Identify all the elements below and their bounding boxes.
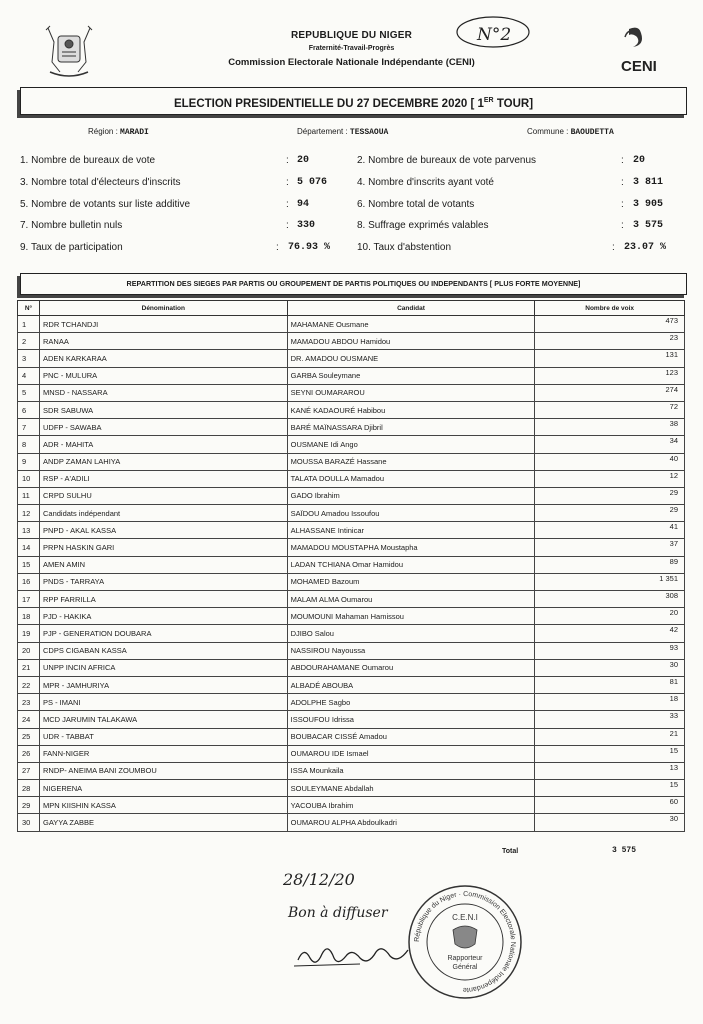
stat-colon: :: [276, 242, 279, 253]
row-candidate: MAMADOU ABDOU Hamidou: [287, 333, 535, 350]
row-party: FANN-NIGER: [39, 745, 287, 762]
row-candidate: BARÉ MAÏNASSARA Djibril: [287, 419, 535, 436]
row-party: Candidats indépendant: [39, 505, 287, 522]
departement-value: TESSAOUA: [349, 128, 389, 137]
row-number: 28: [18, 780, 40, 797]
row-number: 3: [18, 350, 40, 367]
row-number: 23: [18, 694, 40, 711]
row-votes: 131: [535, 350, 685, 367]
official-seal-icon: [405, 882, 525, 1002]
stat-colon: :: [286, 177, 289, 188]
row-number: 6: [18, 401, 40, 418]
row-votes: 123: [535, 367, 685, 384]
stat-colon: :: [612, 242, 615, 253]
row-votes: 33: [535, 711, 685, 728]
row-votes: 29: [535, 487, 685, 504]
table-row: [18, 316, 685, 333]
row-votes: 72: [535, 401, 685, 418]
table-row: [18, 797, 685, 814]
table-row: [18, 814, 685, 831]
total-label: Total: [502, 848, 519, 855]
row-candidate: MAMADOU MOUSTAPHA Moustapha: [287, 539, 535, 556]
row-votes: 30: [535, 814, 685, 831]
row-party: ADEN KARKARAA: [39, 350, 287, 367]
table-row: [18, 659, 685, 676]
row-candidate: ALHASSANE Intinicar: [287, 522, 535, 539]
row-party: SDR SABUWA: [39, 401, 287, 418]
table-row: [18, 676, 685, 693]
table-row: [18, 350, 685, 367]
row-number: 22: [18, 676, 40, 693]
row-candidate: LADAN TCHIANA Omar Hamidou: [287, 556, 535, 573]
row-number: 12: [18, 505, 40, 522]
row-votes: 21: [535, 728, 685, 745]
row-party: RANAA: [39, 333, 287, 350]
stat-colon: :: [286, 199, 289, 210]
ceni-logo: [615, 25, 675, 80]
table-row: [18, 780, 685, 797]
table-row: [18, 745, 685, 762]
row-party: CDPS CIGABAN KASSA: [39, 642, 287, 659]
row-candidate: GARBA Souleymane: [287, 367, 535, 384]
document-number-annotation: [453, 10, 533, 50]
stat-inscrits-ayant-vote-label: 4. Nombre d'inscrits ayant voté: [357, 177, 494, 188]
row-votes: 12: [535, 470, 685, 487]
row-votes: 15: [535, 745, 685, 762]
row-votes: 274: [535, 384, 685, 401]
row-number: 25: [18, 728, 40, 745]
departement-label: Département :: [297, 127, 350, 136]
seal-ring-text: République du Niger · Commission Electorale Nationale Indépendante: [413, 890, 517, 994]
col-header-number: N°: [18, 301, 40, 316]
election-title-text: ELECTION PRESIDENTIELLE DU 27 DECEMBRE 2020 [ 1: [173, 97, 484, 110]
table-row: [18, 573, 685, 590]
commune-label: Commune :: [527, 127, 571, 136]
row-number: 13: [18, 522, 40, 539]
row-candidate: MOUSSA BARAZÉ Hassane: [287, 453, 535, 470]
election-title-end: TOUR]: [493, 97, 534, 110]
commune: [527, 127, 614, 137]
total-value: 3 575: [612, 846, 637, 855]
region-value: MARADI: [120, 128, 149, 137]
departement: [297, 127, 388, 137]
row-number: 26: [18, 745, 40, 762]
seal-bottom-text-1: Rapporteur: [447, 955, 483, 962]
stat-colon: :: [621, 177, 624, 188]
election-title: [20, 87, 687, 115]
stat-bulletins-nuls-value: 330: [297, 220, 316, 231]
region-label: Région :: [88, 127, 121, 136]
row-votes: 1 351: [535, 573, 685, 590]
row-candidate: SAÏDOU Amadou Issoufou: [287, 505, 535, 522]
stat-colon: :: [621, 220, 624, 231]
row-number: 16: [18, 573, 40, 590]
row-party: UNPP INCIN AFRICA: [39, 659, 287, 676]
stat-electeurs-inscrits-label: 3. Nombre total d'électeurs d'inscrits: [20, 177, 181, 188]
row-number: 20: [18, 642, 40, 659]
row-party: PNPD - AKAL KASSA: [39, 522, 287, 539]
row-number: 21: [18, 659, 40, 676]
row-votes: 13: [535, 762, 685, 779]
table-row: [18, 539, 685, 556]
row-votes: 30: [535, 659, 685, 676]
row-candidate: NASSIROU Nayoussa: [287, 642, 535, 659]
seal-top-text: C.E.N.I: [452, 913, 478, 922]
row-party: PRPN HASKIN GARI: [39, 539, 287, 556]
table-row: [18, 487, 685, 504]
results-table: [17, 300, 685, 832]
table-row: [18, 453, 685, 470]
row-candidate: SEYNI OUMARAROU: [287, 384, 535, 401]
row-votes: 308: [535, 591, 685, 608]
table-row: [18, 505, 685, 522]
row-candidate: ISSA Mounkaila: [287, 762, 535, 779]
table-row: [18, 642, 685, 659]
row-candidate: KANÉ KADAOURÉ Habibou: [287, 401, 535, 418]
row-number: 2: [18, 333, 40, 350]
row-party: NIGERENA: [39, 780, 287, 797]
table-row: [18, 522, 685, 539]
row-votes: 23: [535, 333, 685, 350]
row-party: MPN KIISHIN KASSA: [39, 797, 287, 814]
handwritten-date: 28/12/20: [283, 870, 355, 889]
ceni-logo-text: CENI: [621, 58, 657, 75]
table-row: [18, 470, 685, 487]
row-candidate: MOUMOUNI Mahaman Hamissou: [287, 608, 535, 625]
row-candidate: ISSOUFOU Idrissa: [287, 711, 535, 728]
row-party: PJP - GENERATION DOUBARA: [39, 625, 287, 642]
results-table-header: [18, 301, 685, 316]
row-number: 19: [18, 625, 40, 642]
row-number: 14: [18, 539, 40, 556]
row-party: PNC - MULURA: [39, 367, 287, 384]
ceni-logo-icon: [615, 25, 675, 80]
row-party: MNSD - NASSARA: [39, 384, 287, 401]
row-votes: 93: [535, 642, 685, 659]
row-candidate: TALATA DOULLA Mamadou: [287, 470, 535, 487]
row-votes: 37: [535, 539, 685, 556]
table-row: [18, 591, 685, 608]
row-party: UDFP - SAWABA: [39, 419, 287, 436]
stat-total-votants-label: 6. Nombre total de votants: [357, 199, 475, 210]
row-number: 27: [18, 762, 40, 779]
table-row: [18, 436, 685, 453]
stat-bureaux-vote-value: 20: [297, 155, 310, 166]
row-candidate: OUMAROU IDE Ismael: [287, 745, 535, 762]
table-row: [18, 333, 685, 350]
row-party: PJD - HAKIKA: [39, 608, 287, 625]
row-number: 5: [18, 384, 40, 401]
row-party: AMEN AMIN: [39, 556, 287, 573]
row-party: ANDP ZAMAN LAHIYA: [39, 453, 287, 470]
row-votes: 34: [535, 436, 685, 453]
row-party: MPR - JAMHURIYA: [39, 676, 287, 693]
row-candidate: MAHAMANE Ousmane: [287, 316, 535, 333]
col-header-votes: Nombre de voix: [535, 301, 685, 316]
republic-motto: Fraternité-Travail-Progrès: [308, 45, 395, 52]
row-candidate: MALAM ALMA Oumarou: [287, 591, 535, 608]
row-candidate: SOULEYMANE Abdallah: [287, 780, 535, 797]
row-party: RNDP- ANEIMA BANI ZOUMBOU: [39, 762, 287, 779]
row-candidate: ADOLPHE Sagbo: [287, 694, 535, 711]
row-candidate: YACOUBA Ibrahim: [287, 797, 535, 814]
row-number: 4: [18, 367, 40, 384]
row-number: 8: [18, 436, 40, 453]
row-candidate: ALBADÉ ABOUBA: [287, 676, 535, 693]
table-row: [18, 384, 685, 401]
republic-title: REPUBLIQUE DU NIGER: [290, 30, 413, 41]
stat-total-votants-value: 3 905: [633, 199, 664, 210]
stat-taux-abstention-label: 10. Taux d'abstention: [357, 242, 452, 253]
repartition-title: REPARTITION DES SIEGES PAR PARTIS OU GROUPEMENT DE PARTIS POLITIQUES OU INDEPENDANTS [ PLUS FORTE MOYENNE]: [20, 273, 687, 295]
election-title-sup: ER: [483, 97, 494, 104]
row-votes: 20: [535, 608, 685, 625]
doc-number-text: N°2: [477, 25, 512, 45]
seal-bottom-text-2: Général: [452, 964, 478, 971]
row-number: 10: [18, 470, 40, 487]
stat-taux-participation-value: 76.93 %: [288, 242, 331, 253]
stat-bulletins-nuls-label: 7. Nombre bulletin nuls: [20, 220, 123, 231]
row-votes: 40: [535, 453, 685, 470]
row-votes: 38: [535, 419, 685, 436]
stat-suffrages-valables-value: 3 575: [633, 220, 664, 231]
col-header-denomination: Dénomination: [39, 301, 287, 316]
stat-electeurs-inscrits-value: 5 076: [297, 177, 328, 188]
region: [88, 127, 149, 137]
stat-votants-liste-additive-value: 94: [297, 199, 310, 210]
table-row: [18, 728, 685, 745]
row-votes: 18: [535, 694, 685, 711]
stat-bureaux-parvenus-value: 20: [633, 155, 646, 166]
row-votes: 41: [535, 522, 685, 539]
commission-name: Commission Electorale Nationale Indépendante (CENI): [228, 57, 475, 68]
stat-votants-liste-additive-label: 5. Nombre de votants sur liste additive: [20, 199, 191, 210]
row-votes: 42: [535, 625, 685, 642]
row-party: GAYYA ZABBE: [39, 814, 287, 831]
stat-colon: :: [286, 155, 289, 166]
stat-colon: :: [621, 199, 624, 210]
handwritten-approval: Bon à diffuser: [288, 905, 388, 921]
row-votes: 473: [535, 316, 685, 333]
row-votes: 89: [535, 556, 685, 573]
table-row: [18, 556, 685, 573]
stat-taux-abstention-value: 23.07 %: [624, 242, 667, 253]
table-row: [18, 762, 685, 779]
row-candidate: MOHAMED Bazoum: [287, 573, 535, 590]
row-number: 9: [18, 453, 40, 470]
row-party: PNDS - TARRAYA: [39, 573, 287, 590]
row-party: RSP - A'ADILI: [39, 470, 287, 487]
table-row: [18, 401, 685, 418]
row-party: RPP FARRILLA: [39, 591, 287, 608]
row-candidate: OUSMANE Idi Ango: [287, 436, 535, 453]
stat-bureaux-parvenus-label: 2. Nombre de bureaux de vote parvenus: [357, 155, 536, 166]
row-votes: 15: [535, 780, 685, 797]
table-row: [18, 711, 685, 728]
row-candidate: DJIBO Salou: [287, 625, 535, 642]
table-row: [18, 419, 685, 436]
row-number: 18: [18, 608, 40, 625]
row-candidate: ABDOURAHAMANE Oumarou: [287, 659, 535, 676]
col-header-candidat: Candidat: [287, 301, 535, 316]
row-votes: 60: [535, 797, 685, 814]
row-number: 30: [18, 814, 40, 831]
stat-bureaux-vote-label: 1. Nombre de bureaux de vote: [20, 155, 156, 166]
row-party: RDR TCHANDJI: [39, 316, 287, 333]
row-number: 17: [18, 591, 40, 608]
stat-taux-participation-label: 9. Taux de participation: [20, 242, 123, 253]
table-row: [18, 625, 685, 642]
table-row: [18, 608, 685, 625]
row-party: PS - IMANI: [39, 694, 287, 711]
row-candidate: BOUBACAR CISSÉ Amadou: [287, 728, 535, 745]
row-number: 24: [18, 711, 40, 728]
row-candidate: GADO Ibrahim: [287, 487, 535, 504]
row-votes: 29: [535, 505, 685, 522]
row-candidate: OUMAROU ALPHA Abdoulkadri: [287, 814, 535, 831]
row-party: CRPD SULHU: [39, 487, 287, 504]
table-row: [18, 694, 685, 711]
stat-colon: :: [286, 220, 289, 231]
row-number: 29: [18, 797, 40, 814]
row-number: 11: [18, 487, 40, 504]
row-candidate: DR. AMADOU OUSMANE: [287, 350, 535, 367]
commune-value: BAOUDETTA: [570, 128, 614, 137]
row-party: UDR - TABBAT: [39, 728, 287, 745]
row-votes: 81: [535, 676, 685, 693]
stat-suffrages-valables-label: 8. Suffrage exprimés valables: [357, 220, 489, 231]
table-row: [18, 367, 685, 384]
stat-inscrits-ayant-vote-value: 3 811: [633, 177, 664, 188]
row-number: 15: [18, 556, 40, 573]
row-party: ADR - MAHITA: [39, 436, 287, 453]
row-party: MCD JARUMIN TALAKAWA: [39, 711, 287, 728]
stat-colon: :: [621, 155, 624, 166]
row-number: 1: [18, 316, 40, 333]
row-number: 7: [18, 419, 40, 436]
